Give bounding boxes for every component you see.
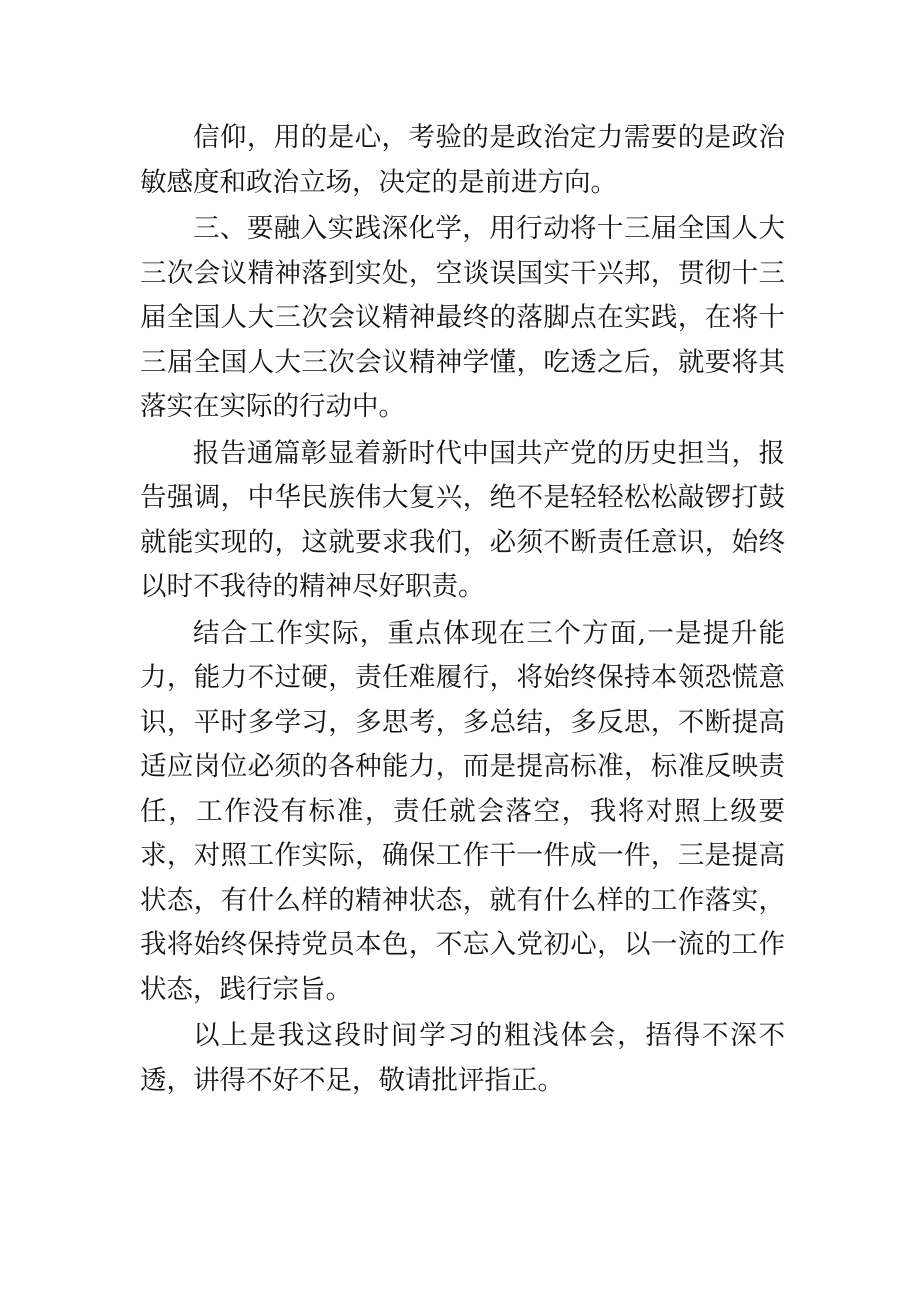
paragraph-2: 三、要融入实践深化学，用行动将十三届全国人大三次会议精神落到实处，空谈误国实干兴邦，贯彻十三届全国人大三次会议精神最终的落脚点在实践，在将十三届全国人大三次会议精神学懂，吃透之后，就要将其落实在实际的行动中。 (140, 213, 785, 422)
paragraph-4: 结合工作实际，重点体现在三个方面,一是提升能力，能力不过硬，责任难履行，将始终保持本领恐慌意识，平时多学习，多思考，多总结，多反思，不断提高适应岗位必须的各种能力，而是提高标准，标准反映责任，工作没有标准，责任就会落空，我将对照上级要求，对照工作实际，确保工作干一件成一件，三是提高状态，有什么样的精神状态，就有什么样的工作落实，我将始终保持党员本色，不忘入党初心，以一流的工作状态，践行宗旨。 (140, 617, 785, 1005)
paragraph-5: 以上是我这段时间学习的粗浅体会，捂得不深不透，讲得不好不足，敬请批评指正。 (140, 1020, 785, 1096)
paragraph-3: 报告通篇彰显着新时代中国共产党的历史担当，报告强调，中华民族伟大复兴，绝不是轻轻松松敲锣打鼓就能实现的，这就要求我们，必须不断责任意识，始终以时不我待的精神尽好职责。 (140, 437, 785, 602)
document-body (140, 116, 785, 1105)
paragraph-1: 信仰，用的是心，考验的是政治定力需要的是政治敏感度和政治立场，决定的是前进方向。 (140, 122, 785, 198)
